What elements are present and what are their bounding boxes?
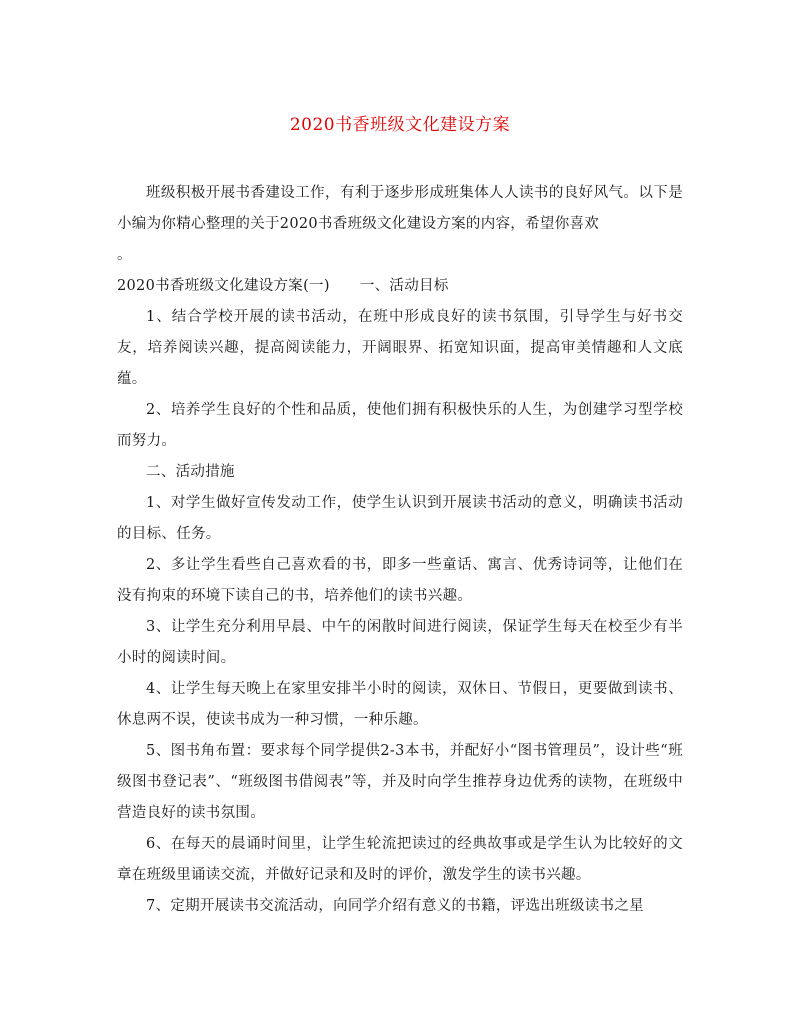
goal-1: 1、结合学校开展的读书活动，在班中形成良好的读书氛围，引导学生与好书交友，培养阅读兴趣，提高阅读能力，开阔眼界、拓宽知识面，提高审美情趣和人文底蕴。 bbox=[117, 309, 683, 387]
measure-1: 1、对学生做好宣传发动工作，使学生认识到开展读书活动的意义，明确读书活动的目标、任务。 bbox=[117, 495, 683, 542]
measure-7: 7、定期开展读书交流活动，向同学介绍有意义的书籍，评选出班级读书之星 bbox=[146, 898, 644, 914]
goal-2: 2、培养学生良好的个性和品质，使他们拥有积极快乐的人生，为创建学习型学校而努力。 bbox=[117, 402, 683, 449]
intro-line-1: 班级积极开展书香建设工作，有利于逐步形成班集体人人读书的良好风气。 bbox=[146, 185, 639, 201]
measure-6: 6、在每天的晨诵时间里，让学生轮流把读过的经典故事或是学生认为比较好的文章在班级里诵读交流，并做好记录和及时的评价，激发学生的读书兴趣。 bbox=[117, 836, 683, 883]
measure-4: 4、让学生每天晚上在家里安排半小时的阅读，双休日、节假日，更要做到读书、休息两不误，使读书成为一种习惯，一种乐趣。 bbox=[117, 681, 683, 728]
intro-line-2: 以下是小编为你精心整理的关于2020书香班级文化建设方案的内容，希望你喜欢 bbox=[117, 185, 683, 232]
document-title: 2020书香班级文化建设方案 bbox=[289, 115, 511, 135]
measure-2: 2、多让学生看些自己喜欢看的书，即多一些童话、寓言、优秀诗词等，让他们在没有拘束的环境下读自己的书，培养他们的读书兴趣。 bbox=[117, 557, 683, 604]
measure-3: 3、让学生充分利用早晨、中午的闲散时间进行阅读，保证学生每天在校至少有半小时的阅读时间。 bbox=[117, 619, 683, 666]
intro-line-3: 。 bbox=[117, 247, 132, 263]
document-body bbox=[117, 178, 683, 922]
intro-paragraph bbox=[117, 178, 683, 271]
section-1-subtitle: 一、活动目标 bbox=[359, 278, 449, 294]
measure-5: 5、图书角布置：要求每个同学提供2-3本书，并配好小“图书管理员”，设计些“班级图书登记表”、“班级图书借阅表”等，并及时向学生推荐身边优秀的读物，在班级中营造良好的读书氛围。 bbox=[117, 743, 683, 821]
section-1-title: 2020书香班级文化建设方案(一) bbox=[117, 278, 330, 294]
section-1-heading bbox=[117, 271, 683, 302]
measures-heading: 二、活动措施 bbox=[146, 464, 235, 480]
